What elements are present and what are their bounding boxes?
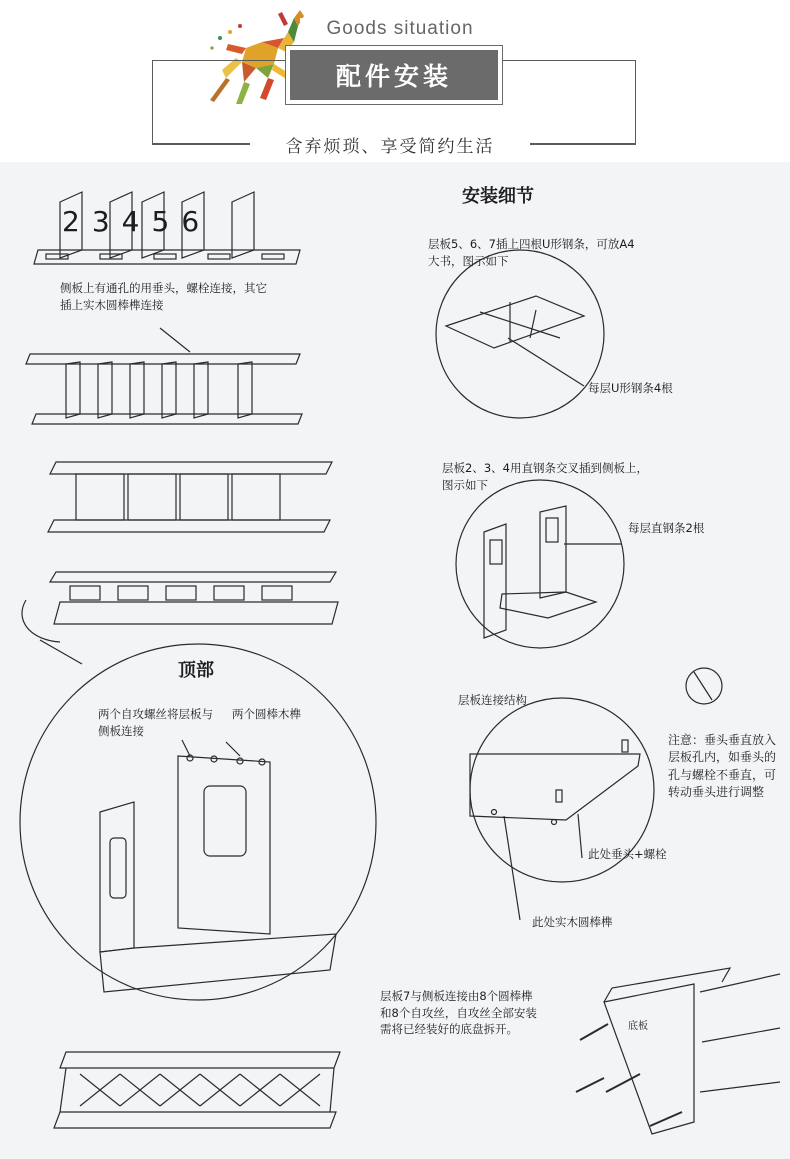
panel-number: 2 [62, 205, 92, 238]
top-dowels-label: 两个圆棒木榫 [232, 707, 301, 721]
straight-steel-label: 每层直钢条2根 [628, 521, 705, 535]
english-subtitle: Goods situation [300, 18, 500, 40]
shelf-567-note: 层板5、6、7插上四根U形钢条，可放A4 大书，图示如下 [428, 237, 635, 268]
frame-divider [152, 143, 250, 145]
u-steel-label: 每层U形钢条4根 [588, 381, 673, 395]
panel-number: 5 [151, 205, 182, 238]
bottom-frame-drawing [54, 1052, 340, 1128]
shelf-234-note: 层板2、3、4用直钢条交叉插到侧板上， 图示如下 [442, 461, 648, 492]
shelf7-panel-drawing [576, 968, 780, 1134]
frame-divider [530, 143, 636, 145]
heading-install-details: 安装细节 [462, 186, 534, 207]
bolt-label: 此处垂头+螺栓 [588, 847, 667, 861]
section-title-box [285, 45, 503, 105]
panel-number: 4 [121, 205, 152, 238]
panel-numbers [62, 202, 211, 243]
attention-note: 注意：垂头垂直放入 层板孔内，如垂头的 孔与螺栓不垂直，可 转动垂头进行调整 [668, 733, 777, 800]
assembly-instruction-sheet [0, 162, 790, 1159]
slogan-text: 含弃烦琐、享受简约生活 [250, 132, 530, 157]
panel-number: 3 [91, 205, 122, 238]
top-detail-circle [20, 644, 376, 1000]
shelf7-note: 层板7与侧板连接由8个圆棒榫 和8个自攻丝，自攻丝全部安装 需将已经装好的底盘拆开。 [380, 989, 537, 1037]
frame-assembly-drawing-2 [22, 462, 338, 664]
straight-steel-detail-circle [456, 480, 624, 648]
dowel-label: 此处实木圆棒榫 [532, 915, 613, 929]
panel-number: 6 [181, 205, 212, 238]
section-title: 配件安装 [290, 50, 498, 100]
side-panel-note: 侧板上有通孔的用垂头，螺栓连接，其它 插上实木圆棒榫连接 [60, 281, 267, 312]
base-label: 底板 [628, 1021, 648, 1032]
frame-assembly-drawing-1 [26, 328, 302, 424]
shelf-structure-label: 层板连接结构 [458, 693, 527, 707]
top-screws-label: 两个自攻螺丝将层板与 侧板连接 [98, 707, 213, 738]
header-banner [0, 0, 790, 160]
heading-top: 顶部 [178, 660, 214, 681]
u-steel-detail-circle [436, 250, 604, 418]
